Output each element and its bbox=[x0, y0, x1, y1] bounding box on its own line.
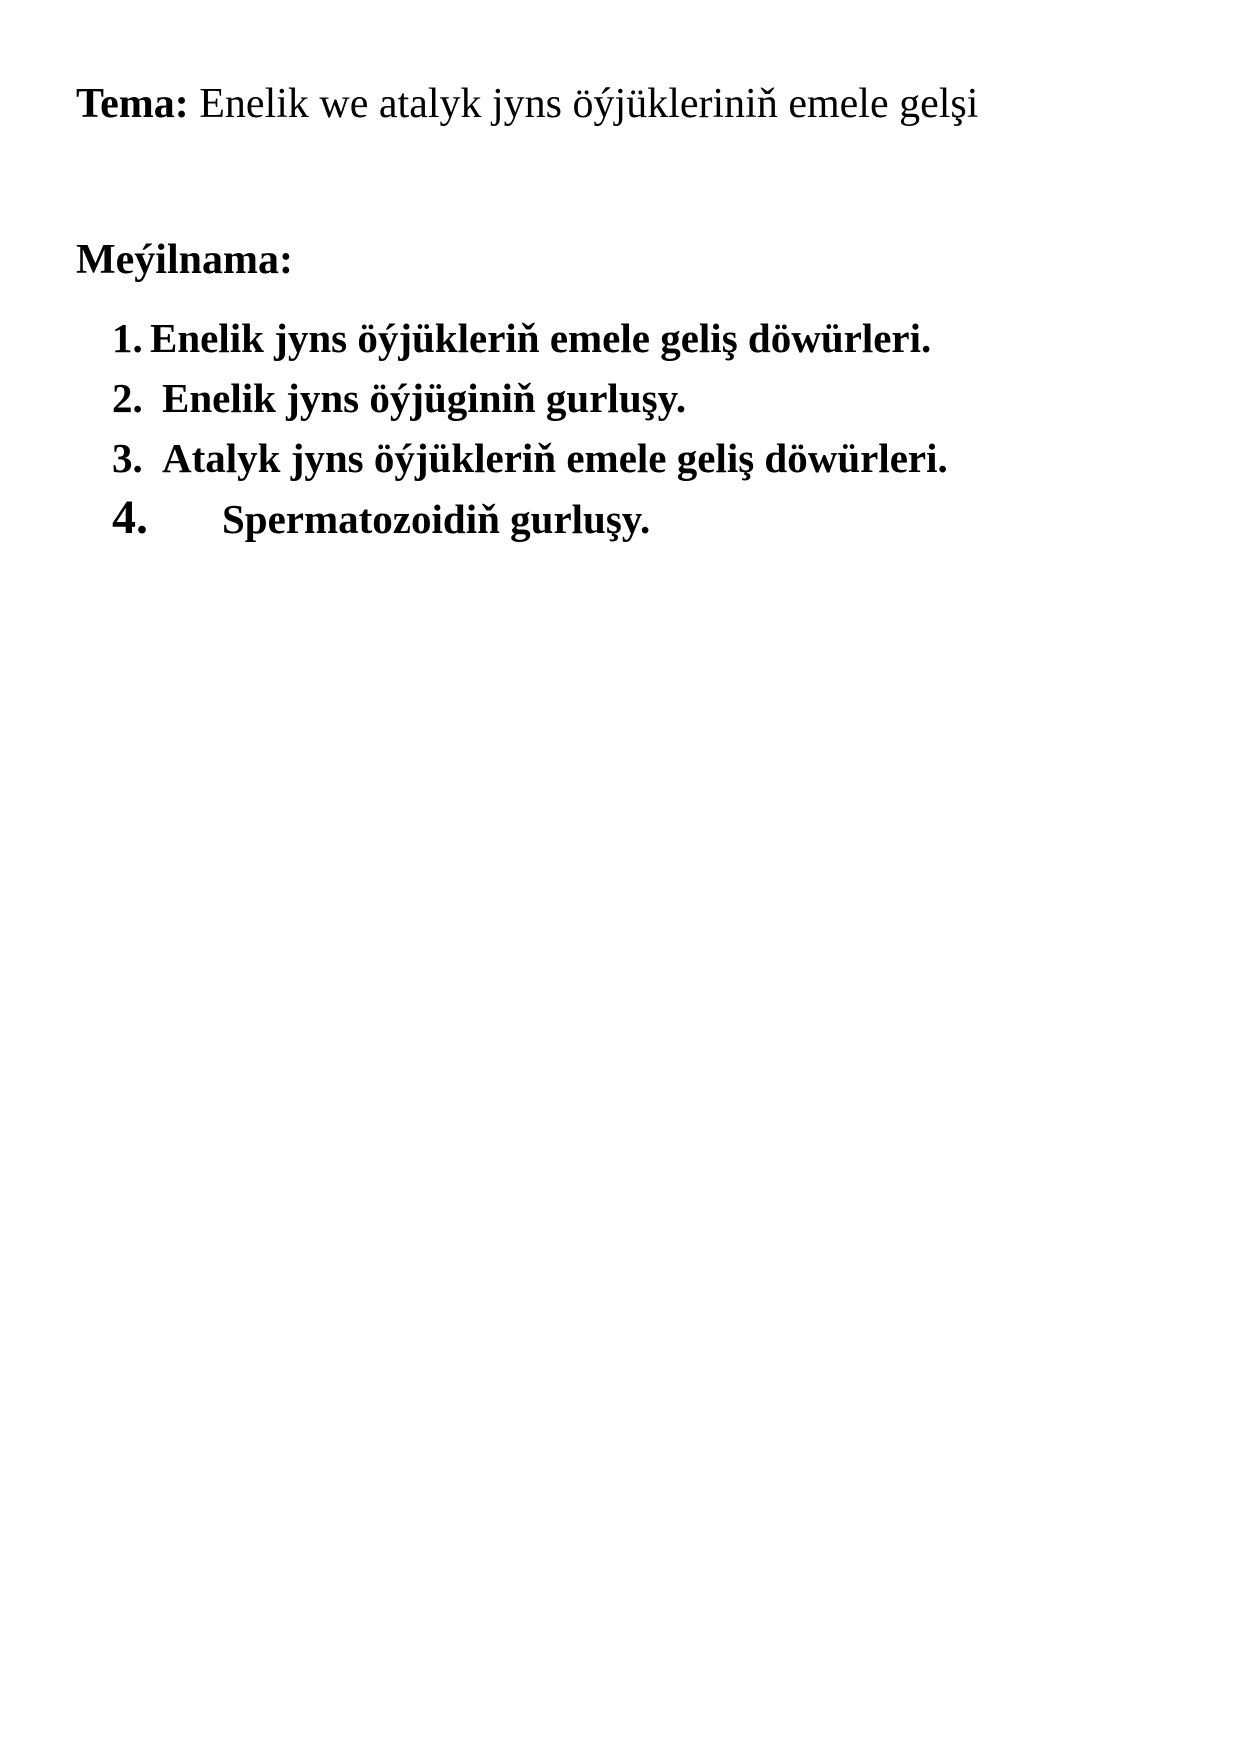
plan-item-text: Spermatozoidiň gurluşy. bbox=[222, 496, 651, 542]
plan-item-number: 2. bbox=[112, 375, 143, 421]
plan-list bbox=[112, 308, 948, 548]
plan-item bbox=[112, 368, 948, 428]
plan-item-number: 1. bbox=[112, 315, 143, 361]
plan-item bbox=[112, 488, 948, 548]
plan-heading: Meýilnama: bbox=[76, 237, 293, 283]
topic-title: Enelik we atalyk jyns öýjükleriniň emele gelşi bbox=[199, 81, 979, 127]
plan-item bbox=[112, 428, 948, 488]
plan-item-number: 4. bbox=[112, 491, 148, 544]
topic-line bbox=[76, 76, 978, 132]
plan-item-text: Enelik jyns öýjükleriň emele geliş döwürleri. bbox=[150, 315, 932, 361]
plan-item-number: 3. bbox=[112, 435, 143, 481]
plan-item-text: Enelik jyns öýjüginiň gurluşy. bbox=[162, 375, 687, 421]
plan-item bbox=[112, 308, 948, 368]
plan-item-text: Atalyk jyns öýjükleriň emele geliş döwürleri. bbox=[162, 435, 948, 481]
topic-label: Tema: bbox=[76, 81, 189, 127]
